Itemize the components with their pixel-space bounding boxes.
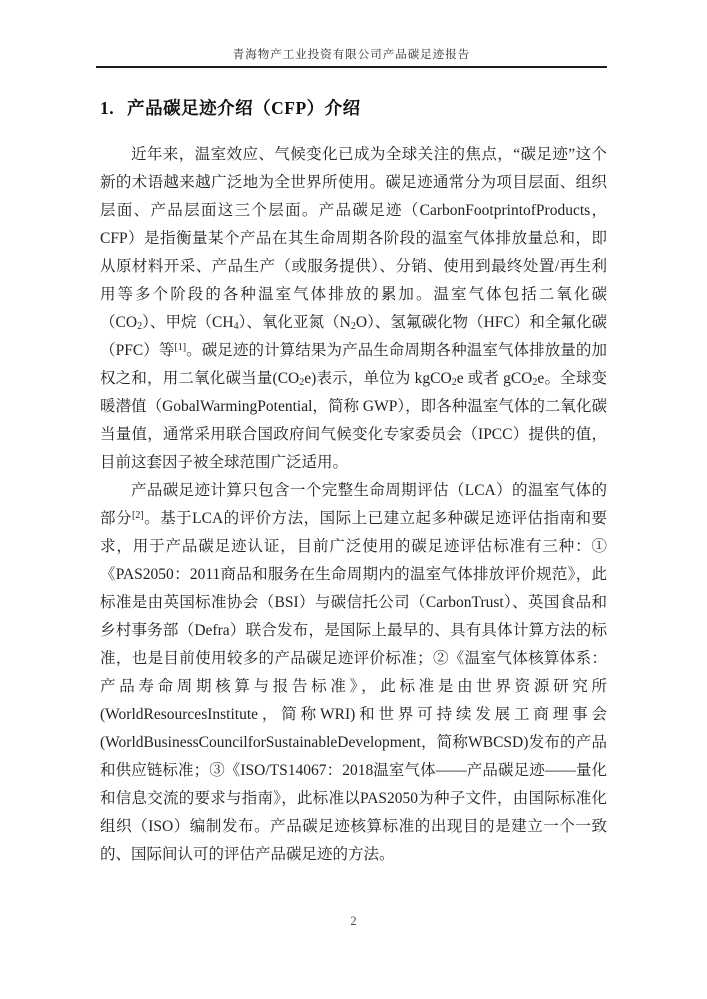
section-heading [100, 95, 607, 120]
page-number: 2 [350, 914, 357, 928]
section-heading-title: 产品碳足迹介绍（CFP）介绍 [127, 98, 361, 118]
paragraph-intro: 近年来，温室效应、气候变化已成为全球关注的焦点，“碳足迹”这个新的术语越来越广泛地为全世界所使用。碳足迹通常分为项目层面、组织层面、产品层面这三个层面。产品碳足迹（CarbonFootprintofProducts，CFP）是指衡量某个产品在其生命周期各阶段的温室气体排放量总和，即从原材料开采、产品生产（或服务提供）、分销、使用到最终处置/再生利用等多个阶段的各种温室气体排放的累加。温室气体包括二氧化碳$(CO_2)$、甲烷$(CH_4)$、氧化亚氮$(N_2O)$、氢氟碳化物（HFC）和全氟化碳（PFC）等[1]。碳足迹的计算结果为产品生命周期各种温室气体排放量的加权之和，用二氧化碳当量$(CO_2e)$表示，单位为 kgCO$_2$e 或者 gCO$_2$e。全球变暖潜值（GobalWarmingPotential，简称 GWP），即各种温室气体的二氧化碳当量值，通常采用联合国政府间气候变化专家委员会（IPCC）提供的值，目前这套因子被全球范围广泛适用。 [100, 146, 608, 471]
page-header-title: 青海物产工业投资有限公司产品碳足迹报告 [232, 49, 471, 61]
paragraph-standards: 产品碳足迹计算只包含一个完整生命周期评估（LCA）的温室气体的部分[2]。基于LCA的评价方法，国际上已建立起多种碳足迹评估指南和要求，用于产品碳足迹认证，目前广泛使用的碳足迹评估标准有三种：①《PAS2050：2011商品和服务在生命周期内的温室气体排放评价规范》，此标准是由英国标准协会（BSI）与碳信托公司（CarbonTrust）、英国食品和乡村事务部（Defra）联合发布，是国际上最早的、具有具体计算方法的标准，也是目前使用较多的产品碳足迹评价标准；②《温室气体核算体系：产品寿命周期核算与报告标准》，此标准是由世界资源研究所(WorldResourcesInstitute，简称WRI)和世界可持续发展工商理事会(WorldBusinessCouncilforSustainableDevelopment，简称WBCSD)发布的产品和供应链标准；③《ISO/TS14067：2018温室气体——产品碳足迹——量化和信息交流的要求与指南》，此标准以PAS2050为种子文件，由国际标准化组织（ISO）编制发布。产品碳足迹核算标准的出现目的是建立一个一致的、国际间认可的评估产品碳足迹的方法。 [100, 482, 607, 863]
section-heading-number: 1. [100, 98, 115, 118]
document-body [100, 141, 607, 869]
page-header [96, 0, 607, 68]
